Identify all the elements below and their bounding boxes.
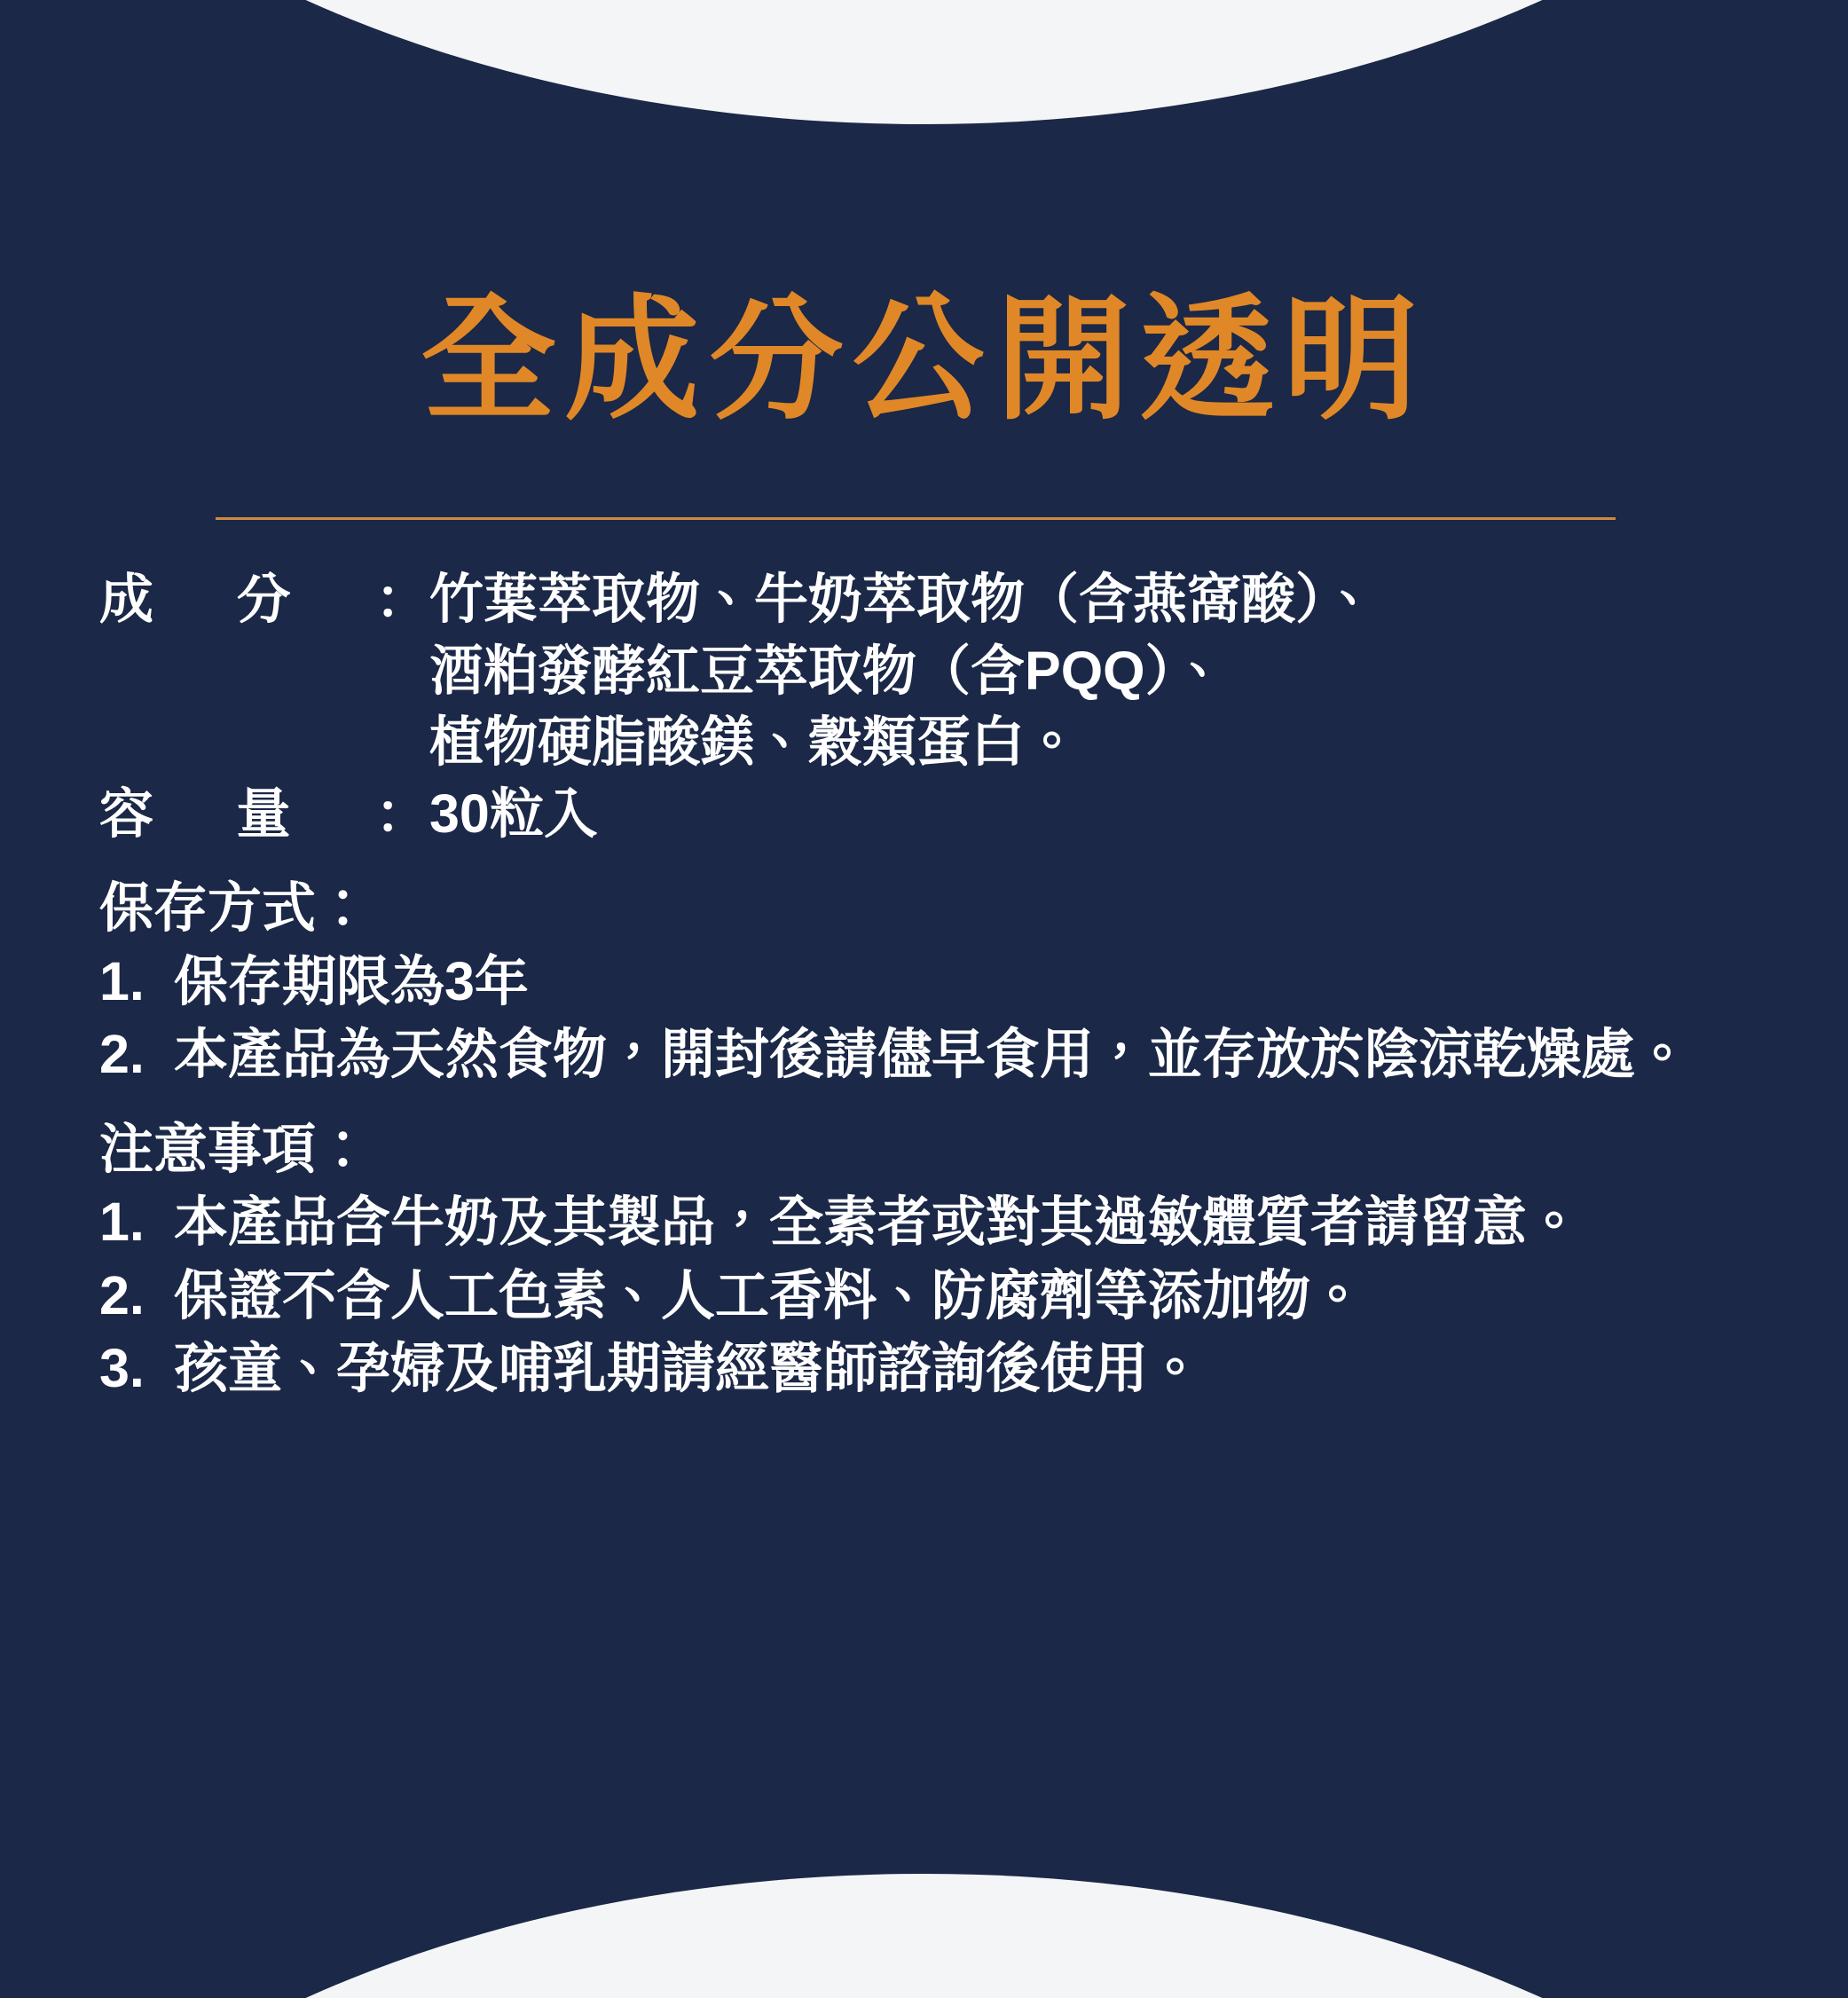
section-warnings-item-2-text: 保證不含人工色素、人工香料、防腐劑等添加物。: [174, 1264, 1365, 1325]
field-ingredients: [99, 563, 1776, 778]
section-storage: [99, 872, 1776, 1090]
section-storage-heading: 保存方式：: [99, 877, 371, 939]
section-warnings-item-1-text: 本產品含牛奶及其製品，全素者或對其過敏體質者請留意。: [174, 1192, 1582, 1253]
section-warnings: [99, 1113, 1776, 1404]
field-ingredients-label: [99, 563, 429, 635]
field-capacity: [99, 778, 1776, 850]
field-ingredients-label-char-1: 成: [99, 569, 154, 629]
section-warnings-item-1-num: 1.: [99, 1192, 145, 1253]
section-storage-list: [99, 946, 1776, 1090]
section-warnings-heading: 注意事項：: [99, 1118, 371, 1179]
section-warnings-item-3-text: 孩童、孕婦及哺乳期請經醫師諮詢後使用。: [174, 1338, 1203, 1399]
section-warnings-list: [99, 1186, 1776, 1404]
section-warnings-item-2-num: 2.: [99, 1264, 145, 1325]
list-item: [99, 1260, 1776, 1332]
field-ingredients-label-char-2: 分: [236, 569, 291, 629]
list-item: [99, 1186, 1776, 1258]
section-storage-item-2-num: 2.: [99, 1024, 145, 1085]
list-item: [99, 946, 1776, 1018]
list-item: [99, 1019, 1776, 1090]
field-capacity-label: [99, 778, 429, 850]
field-capacity-label-char-1: 容: [99, 783, 154, 844]
title-divider: [216, 517, 1616, 520]
field-ingredients-line-2: 酒粕發酵紅豆萃取物（含PQQ）、: [429, 640, 1227, 701]
field-ingredients-line-1: 竹葉萃取物、牛奶萃取物（含燕窩酸）、: [429, 569, 1377, 629]
field-ingredients-line-3: 植物硬脂酸鎂、穀類蛋白。: [429, 712, 1080, 773]
section-storage-item-1-num: 1.: [99, 950, 145, 1011]
section-storage-item-1-text: 保存期限為3年: [174, 950, 529, 1011]
field-ingredients-value: [429, 563, 1776, 778]
field-capacity-line-1: 30粒入: [429, 783, 598, 844]
section-warnings-item-3-num: 3.: [99, 1338, 145, 1399]
field-capacity-value: [429, 778, 1776, 850]
info-body: [99, 563, 1776, 1404]
field-capacity-colon: ：: [374, 783, 429, 844]
field-capacity-label-char-2: 量: [236, 783, 291, 844]
field-ingredients-colon: ：: [374, 569, 429, 629]
section-storage-item-2-text: 本產品為天然食物，開封後請儘早食用，並存放於陰涼乾燥處。: [174, 1024, 1690, 1085]
list-item: [99, 1333, 1776, 1404]
page-title: 全成分公開透明: [421, 285, 1427, 436]
